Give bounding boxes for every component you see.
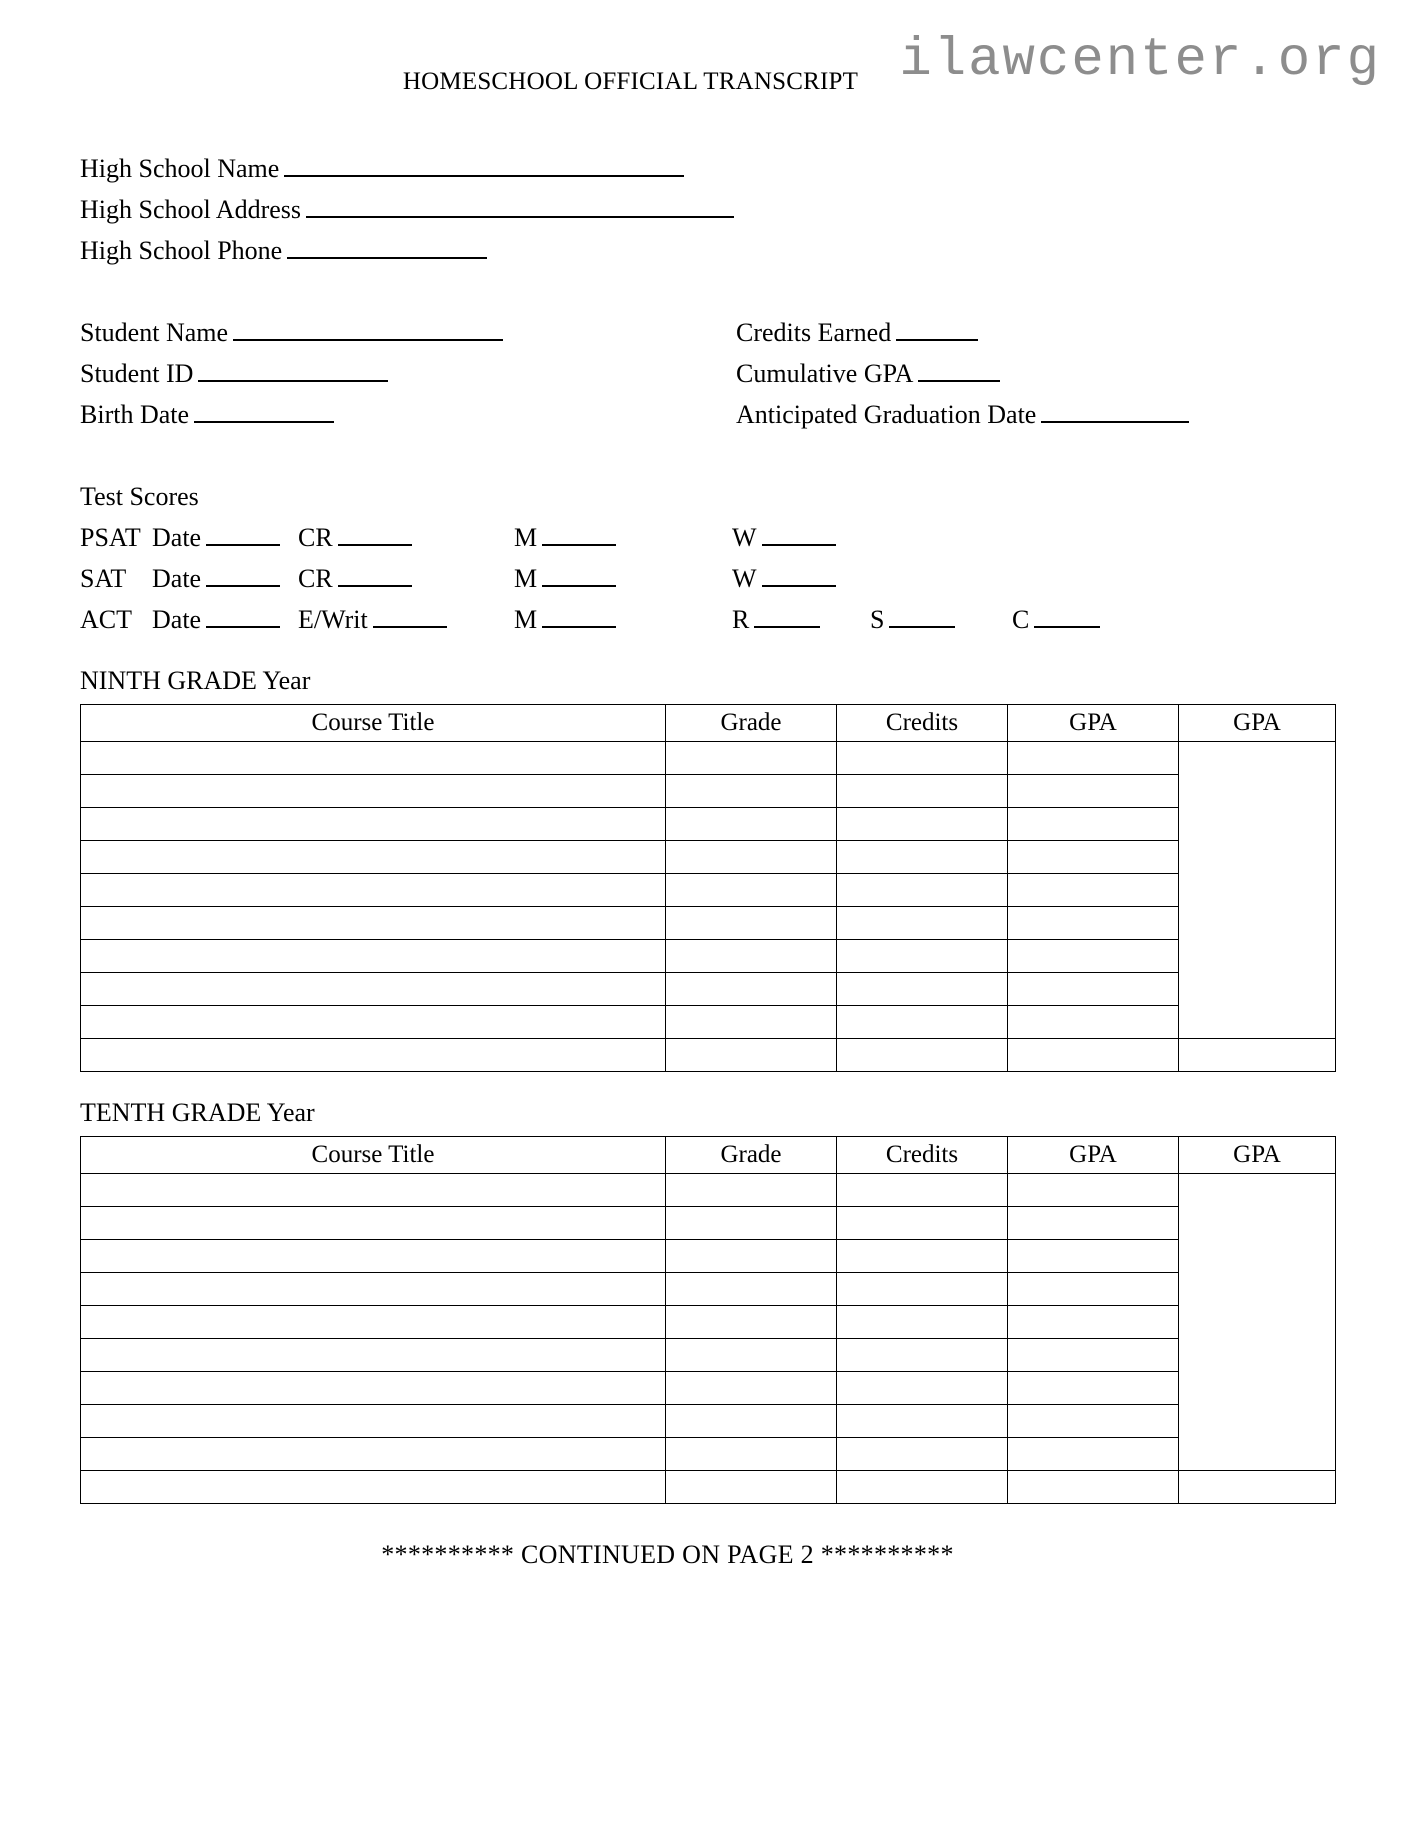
act-m-field bbox=[514, 599, 618, 640]
course-title-cell[interactable] bbox=[81, 907, 666, 940]
act-label: ACT bbox=[80, 605, 132, 634]
psat-cr-label: CR bbox=[298, 523, 333, 552]
credits-cell[interactable] bbox=[837, 1039, 1008, 1072]
credits-cell[interactable] bbox=[837, 742, 1008, 775]
sat-m-label: M bbox=[514, 564, 538, 593]
gpa-cell[interactable] bbox=[1008, 874, 1179, 907]
sat-cr-label: CR bbox=[298, 564, 333, 593]
high-school-name-label: High School Name bbox=[80, 154, 280, 183]
grade-cell[interactable] bbox=[666, 841, 837, 874]
course-title-cell[interactable] bbox=[81, 1273, 666, 1306]
course-title-cell[interactable] bbox=[81, 1006, 666, 1039]
test-score-row-psat bbox=[80, 517, 1335, 558]
tenth-grade-table bbox=[80, 1136, 1336, 1504]
credits-cell[interactable] bbox=[837, 1306, 1008, 1339]
credits-cell[interactable] bbox=[837, 1339, 1008, 1372]
psat-m-label: M bbox=[514, 523, 538, 552]
grade-cell[interactable] bbox=[666, 940, 837, 973]
act-date-input[interactable] bbox=[206, 604, 280, 628]
tenth-header-gpa-cumulative: GPA bbox=[1179, 1137, 1336, 1174]
student-id-label: Student ID bbox=[80, 359, 194, 388]
course-title-cell[interactable] bbox=[81, 742, 666, 775]
table-row bbox=[81, 1207, 1336, 1240]
grade-cell[interactable] bbox=[666, 1339, 837, 1372]
grade-cell[interactable] bbox=[666, 775, 837, 808]
cumulative-gpa-input[interactable] bbox=[918, 358, 1000, 382]
credits-cell[interactable] bbox=[837, 1006, 1008, 1039]
table-row bbox=[81, 841, 1336, 874]
psat-w-label: W bbox=[732, 523, 757, 552]
table-row bbox=[81, 742, 1336, 775]
continued-footer-note: ********** CONTINUED ON PAGE 2 ********** bbox=[381, 1540, 954, 1569]
gpa-cell[interactable] bbox=[1008, 1174, 1179, 1207]
course-title-cell[interactable] bbox=[81, 1471, 666, 1504]
act-s-field bbox=[870, 599, 957, 640]
psat-w-input[interactable] bbox=[762, 522, 836, 546]
credits-cell[interactable] bbox=[837, 907, 1008, 940]
ninth-grade-header-row bbox=[81, 705, 1336, 742]
table-row bbox=[81, 1405, 1336, 1438]
table-row bbox=[81, 940, 1336, 973]
table-row bbox=[81, 907, 1336, 940]
spacer-2 bbox=[80, 435, 1335, 476]
test-score-row-sat bbox=[80, 558, 1335, 599]
gpa-cumulative-total-cell[interactable] bbox=[1179, 1039, 1336, 1072]
table-row bbox=[81, 1174, 1336, 1207]
psat-cr-input[interactable] bbox=[338, 522, 412, 546]
psat-label: PSAT bbox=[80, 523, 141, 552]
credits-cell[interactable] bbox=[837, 1240, 1008, 1273]
course-title-cell[interactable] bbox=[81, 775, 666, 808]
anticipated-graduation-input[interactable] bbox=[1041, 399, 1189, 423]
gpa-cell[interactable] bbox=[1008, 841, 1179, 874]
psat-date-input[interactable] bbox=[206, 522, 280, 546]
grade-cell[interactable] bbox=[666, 1039, 837, 1072]
tenth-grade-body bbox=[81, 1174, 1336, 1504]
summary-right-column bbox=[736, 312, 1191, 435]
birth-date-label: Birth Date bbox=[80, 400, 190, 429]
sat-cr-input[interactable] bbox=[338, 563, 412, 587]
credits-cell[interactable] bbox=[837, 940, 1008, 973]
sat-w-label: W bbox=[732, 564, 757, 593]
field-high-school-name bbox=[80, 148, 1335, 189]
credits-cell[interactable] bbox=[837, 841, 1008, 874]
credits-cell[interactable] bbox=[837, 1372, 1008, 1405]
psat-m-field bbox=[514, 517, 618, 558]
psat-w-field bbox=[732, 517, 838, 558]
field-anticipated-graduation-date bbox=[736, 394, 1191, 435]
act-c-input[interactable] bbox=[1034, 604, 1100, 628]
course-title-cell[interactable] bbox=[81, 1174, 666, 1207]
gpa-cell[interactable] bbox=[1008, 1273, 1179, 1306]
table-row bbox=[81, 1039, 1336, 1072]
gpa-cell[interactable] bbox=[1008, 775, 1179, 808]
gpa-cell[interactable] bbox=[1008, 1438, 1179, 1471]
sat-cr-field bbox=[298, 558, 414, 599]
field-cumulative-gpa bbox=[736, 353, 1191, 394]
high-school-name-input[interactable] bbox=[284, 153, 684, 177]
act-date-field bbox=[152, 599, 282, 640]
test-score-row-act bbox=[80, 599, 1335, 640]
grade-cell[interactable] bbox=[666, 742, 837, 775]
credits-cell[interactable] bbox=[837, 1174, 1008, 1207]
sat-m-input[interactable] bbox=[542, 563, 616, 587]
table-row bbox=[81, 1273, 1336, 1306]
act-c-label: C bbox=[1012, 605, 1030, 634]
course-title-cell[interactable] bbox=[81, 1372, 666, 1405]
table-row bbox=[81, 1006, 1336, 1039]
field-high-school-phone bbox=[80, 230, 1335, 271]
ninth-grade-table bbox=[80, 704, 1336, 1072]
act-ewrit-input[interactable] bbox=[373, 604, 447, 628]
gpa-cell[interactable] bbox=[1008, 1207, 1179, 1240]
site-watermark: ilawcenter.org bbox=[899, 30, 1381, 91]
ninth-header-grade: Grade bbox=[666, 705, 837, 742]
high-school-phone-input[interactable] bbox=[287, 235, 487, 259]
student-summary-block bbox=[80, 312, 1335, 435]
gpa-cell[interactable] bbox=[1008, 940, 1179, 973]
credits-cell[interactable] bbox=[837, 1405, 1008, 1438]
gpa-cumulative-cell[interactable] bbox=[1179, 1174, 1336, 1471]
gpa-cell[interactable] bbox=[1008, 1471, 1179, 1504]
table-row bbox=[81, 973, 1336, 1006]
grade-cell[interactable] bbox=[666, 1405, 837, 1438]
table-row bbox=[81, 1240, 1336, 1273]
credits-earned-input[interactable] bbox=[896, 317, 978, 341]
psat-cr-field bbox=[298, 517, 414, 558]
table-row bbox=[81, 874, 1336, 907]
credits-cell[interactable] bbox=[837, 1471, 1008, 1504]
sat-date-field bbox=[152, 558, 282, 599]
grade-cell[interactable] bbox=[666, 1438, 837, 1471]
course-title-cell[interactable] bbox=[81, 841, 666, 874]
act-r-label: R bbox=[732, 605, 750, 634]
credits-cell[interactable] bbox=[837, 874, 1008, 907]
anticipated-graduation-label: Anticipated Graduation Date bbox=[736, 400, 1037, 429]
table-row bbox=[81, 1438, 1336, 1471]
psat-date-field bbox=[152, 517, 282, 558]
credits-earned-label: Credits Earned bbox=[736, 318, 892, 347]
act-s-input[interactable] bbox=[889, 604, 955, 628]
page-title: HOMESCHOOL OFFICIAL TRANSCRIPT bbox=[402, 68, 859, 95]
sat-w-input[interactable] bbox=[762, 563, 836, 587]
gpa-cumulative-total-cell[interactable] bbox=[1179, 1471, 1336, 1504]
credits-cell[interactable] bbox=[837, 1438, 1008, 1471]
grade-cell[interactable] bbox=[666, 1471, 837, 1504]
grade-cell[interactable] bbox=[666, 1273, 837, 1306]
ninth-header-course-title: Course Title bbox=[81, 705, 666, 742]
tenth-header-credits: Credits bbox=[837, 1137, 1008, 1174]
table-row bbox=[81, 775, 1336, 808]
sat-date-label: Date bbox=[152, 564, 202, 593]
high-school-address-label: High School Address bbox=[80, 195, 301, 224]
act-m-input[interactable] bbox=[542, 604, 616, 628]
tenth-grade-header-row bbox=[81, 1137, 1336, 1174]
act-ewrit-label: E/Writ bbox=[298, 605, 368, 634]
ninth-header-gpa-cumulative: GPA bbox=[1179, 705, 1336, 742]
course-title-cell[interactable] bbox=[81, 808, 666, 841]
gpa-cell[interactable] bbox=[1008, 1339, 1179, 1372]
act-s-label: S bbox=[870, 605, 885, 634]
gpa-cell[interactable] bbox=[1008, 1405, 1179, 1438]
tenth-header-grade: Grade bbox=[666, 1137, 837, 1174]
grade-cell[interactable] bbox=[666, 1006, 837, 1039]
gpa-cell[interactable] bbox=[1008, 1306, 1179, 1339]
field-high-school-address bbox=[80, 189, 1335, 230]
course-title-cell[interactable] bbox=[81, 1207, 666, 1240]
course-title-cell[interactable] bbox=[81, 1438, 666, 1471]
gpa-cell[interactable] bbox=[1008, 808, 1179, 841]
act-r-field bbox=[732, 599, 822, 640]
grade-cell[interactable] bbox=[666, 907, 837, 940]
gpa-cell[interactable] bbox=[1008, 1372, 1179, 1405]
tenth-header-course-title: Course Title bbox=[81, 1137, 666, 1174]
act-ewrit-field bbox=[298, 599, 449, 640]
high-school-phone-label: High School Phone bbox=[80, 236, 283, 265]
credits-cell[interactable] bbox=[837, 973, 1008, 1006]
credits-cell[interactable] bbox=[837, 775, 1008, 808]
credits-cell[interactable] bbox=[837, 1207, 1008, 1240]
course-title-cell[interactable] bbox=[81, 874, 666, 907]
tenth-header-gpa: GPA bbox=[1008, 1137, 1179, 1174]
course-title-cell[interactable] bbox=[81, 973, 666, 1006]
document-body bbox=[80, 148, 1335, 1570]
sat-w-field bbox=[732, 558, 838, 599]
sat-label: SAT bbox=[80, 564, 127, 593]
ninth-header-credits: Credits bbox=[837, 705, 1008, 742]
gpa-cell[interactable] bbox=[1008, 1240, 1179, 1273]
psat-m-input[interactable] bbox=[542, 522, 616, 546]
spacer-1 bbox=[80, 271, 1335, 312]
grade-cell[interactable] bbox=[666, 973, 837, 1006]
psat-date-label: Date bbox=[152, 523, 202, 552]
gpa-cell[interactable] bbox=[1008, 907, 1179, 940]
course-title-cell[interactable] bbox=[81, 1240, 666, 1273]
grade-cell[interactable] bbox=[666, 1306, 837, 1339]
grade-cell[interactable] bbox=[666, 808, 837, 841]
course-title-cell[interactable] bbox=[81, 1039, 666, 1072]
grade-cell[interactable] bbox=[666, 1240, 837, 1273]
ninth-grade-section-label: NINTH GRADE Year bbox=[80, 666, 311, 695]
gpa-cell[interactable] bbox=[1008, 742, 1179, 775]
act-r-input[interactable] bbox=[754, 604, 820, 628]
course-title-cell[interactable] bbox=[81, 1405, 666, 1438]
grade-cell[interactable] bbox=[666, 1372, 837, 1405]
gpa-cell[interactable] bbox=[1008, 1039, 1179, 1072]
sat-date-input[interactable] bbox=[206, 563, 280, 587]
course-title-cell[interactable] bbox=[81, 1306, 666, 1339]
table-row bbox=[81, 1471, 1336, 1504]
cumulative-gpa-label: Cumulative GPA bbox=[736, 359, 914, 388]
act-c-field bbox=[1012, 599, 1102, 640]
act-date-label: Date bbox=[152, 605, 202, 634]
student-name-input[interactable] bbox=[233, 317, 503, 341]
course-title-cell[interactable] bbox=[81, 940, 666, 973]
table-row bbox=[81, 1306, 1336, 1339]
table-row bbox=[81, 1372, 1336, 1405]
gpa-cell[interactable] bbox=[1008, 973, 1179, 1006]
table-row bbox=[81, 808, 1336, 841]
table-row bbox=[81, 1339, 1336, 1372]
gpa-cell[interactable] bbox=[1008, 1006, 1179, 1039]
student-name-label: Student Name bbox=[80, 318, 229, 347]
grade-cell[interactable] bbox=[666, 1174, 837, 1207]
grade-cell[interactable] bbox=[666, 1207, 837, 1240]
sat-m-field bbox=[514, 558, 618, 599]
high-school-address-input[interactable] bbox=[306, 194, 734, 218]
test-scores-heading: Test Scores bbox=[80, 482, 199, 511]
tenth-grade-section-label: TENTH GRADE Year bbox=[80, 1098, 315, 1127]
gpa-cumulative-cell[interactable] bbox=[1179, 742, 1336, 1039]
course-title-cell[interactable] bbox=[81, 1339, 666, 1372]
ninth-grade-body bbox=[81, 742, 1336, 1072]
grade-cell[interactable] bbox=[666, 874, 837, 907]
act-m-label: M bbox=[514, 605, 538, 634]
ninth-header-gpa: GPA bbox=[1008, 705, 1179, 742]
student-id-input[interactable] bbox=[198, 358, 388, 382]
field-credits-earned bbox=[736, 312, 1191, 353]
birth-date-input[interactable] bbox=[194, 399, 334, 423]
credits-cell[interactable] bbox=[837, 1273, 1008, 1306]
credits-cell[interactable] bbox=[837, 808, 1008, 841]
